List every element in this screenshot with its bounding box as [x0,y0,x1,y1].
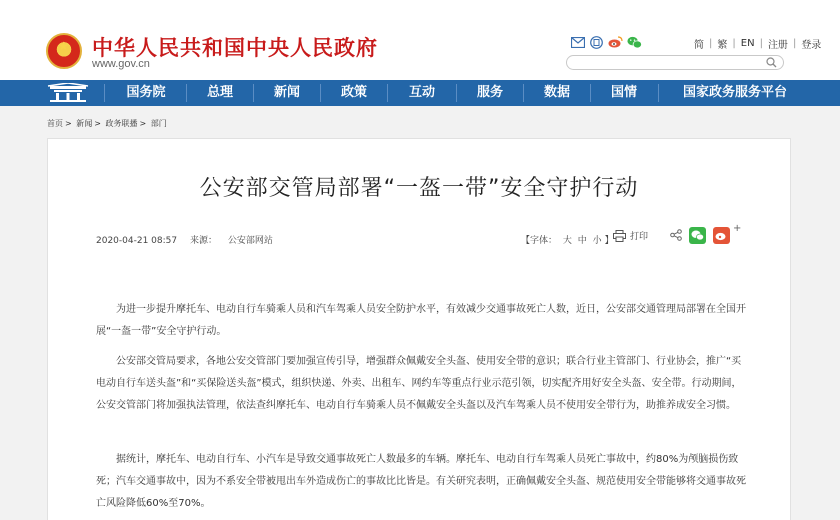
mail-icon[interactable] [570,35,585,50]
nav-item-national-info[interactable]: 国情 [610,85,637,100]
share-wechat-button[interactable] [689,227,706,244]
share-weibo-button[interactable] [713,227,730,244]
font-size-selector [521,233,614,246]
weibo-icon[interactable] [608,35,623,50]
article-source-label: 来源： [189,236,217,246]
lang-english-link[interactable]: EN [740,38,755,49]
app-icon[interactable] [589,35,604,50]
article-source: 公安部网站 [227,236,273,246]
header-tool-icons [570,34,642,50]
main-nav [0,80,840,106]
breadcrumb-gov-linkage[interactable]: 政务联播 [105,119,138,128]
nav-item-policy[interactable]: 政策 [340,85,367,100]
font-size-large[interactable]: 大 [562,236,572,246]
font-size-close: 】 [604,236,614,246]
nav-item-news[interactable]: 新闻 [273,85,300,100]
lang-simplified-link[interactable]: 简 [694,40,704,51]
nav-item-premier[interactable]: 总理 [206,85,233,100]
article-card [47,138,791,520]
article-title: 公安部交管局部署“一盔一带”安全守护行动 [199,176,639,201]
breadcrumb: 首页 > 新闻 > 政务联播 > 部门 [47,119,167,128]
article-paragraph: 公安部交管局要求，各地公安交管部门要加强宣传引导，增强群众佩戴安全头盔、使用安全带的意识；联合行业主管部门、行业协会，推广“买电动自行车送头盔”和“买保险送头盔”模式，组织快递、外卖、出租车、网约车等重点行业示范引领，切实配齐用好安全头盔、安全带。行动期间，公安交管部门将加强执法管理，依法查纠摩托车、电动自行车骑乘人员不佩戴安全头盔以及汽车驾乘人员不使用安全带行为，助推养成安全习惯。 [96,356,742,411]
share-icon[interactable] [670,229,682,241]
font-size-label: 【字体： [521,236,558,246]
home-gate-icon[interactable] [44,83,92,103]
breadcrumb-departments[interactable]: 部门 [150,119,167,128]
language-account-links: 简 | 繁 | EN | 注册 | 登录 [694,38,822,51]
font-size-medium[interactable]: 中 [577,236,587,246]
breadcrumb-home[interactable]: 首页 [47,119,63,128]
wechat-icon[interactable] [627,35,642,50]
weibo-share-icon [715,230,728,241]
nav-item-interaction[interactable]: 互动 [408,85,435,100]
site-url: www.gov.cn [92,58,150,70]
more-share-icon[interactable]: + [733,223,742,234]
search-input[interactable] [566,55,784,70]
wechat-share-icon [691,230,704,241]
article-date: 2020-04-21 08:57 [96,236,178,246]
breadcrumb-news[interactable]: 新闻 [76,119,93,128]
register-link[interactable]: 注册 [767,40,788,51]
lang-traditional-link[interactable]: 繁 [717,40,728,51]
article-meta [96,233,273,246]
printer-icon [613,230,626,242]
nav-item-data[interactable]: 数据 [543,85,570,100]
nav-item-state-council[interactable]: 国务院 [126,85,166,100]
nav-item-services[interactable]: 服务 [476,85,503,100]
login-link[interactable]: 登录 [801,40,822,51]
site-header [0,0,840,80]
article-paragraph: 为进一步提升摩托车、电动自行车骑乘人员和汽车驾乘人员安全防护水平，有效减少交通事故死亡人数，近日，公安部交通管理局部署在全国开展“一盔一带”安全守护行动。 [96,304,746,337]
site-title[interactable]: 中华人民共和国中央人民政府 [92,36,378,60]
print-button[interactable] [613,229,648,242]
nav-item-gov-service-platform[interactable]: 国家政务服务平台 [682,85,787,100]
article-paragraph: 据统计，摩托车、电动自行车、小汽车是导致交通事故死亡人数最多的车辆。摩托车、电动自行车驾乘人员死亡事故中，约80%为颅脑损伤致死；汽车交通事故中，因为不系安全带被甩出车外造成伤亡的事故比比皆是。有关研究表明，正确佩戴安全头盔、规范使用安全带能够将交通事故死亡风险降低60%至70%。 [96,454,746,509]
font-size-small[interactable]: 小 [592,236,602,246]
national-emblem-icon[interactable]: ★ [46,33,82,69]
print-label: 打印 [630,232,649,242]
search-icon[interactable] [766,57,777,68]
